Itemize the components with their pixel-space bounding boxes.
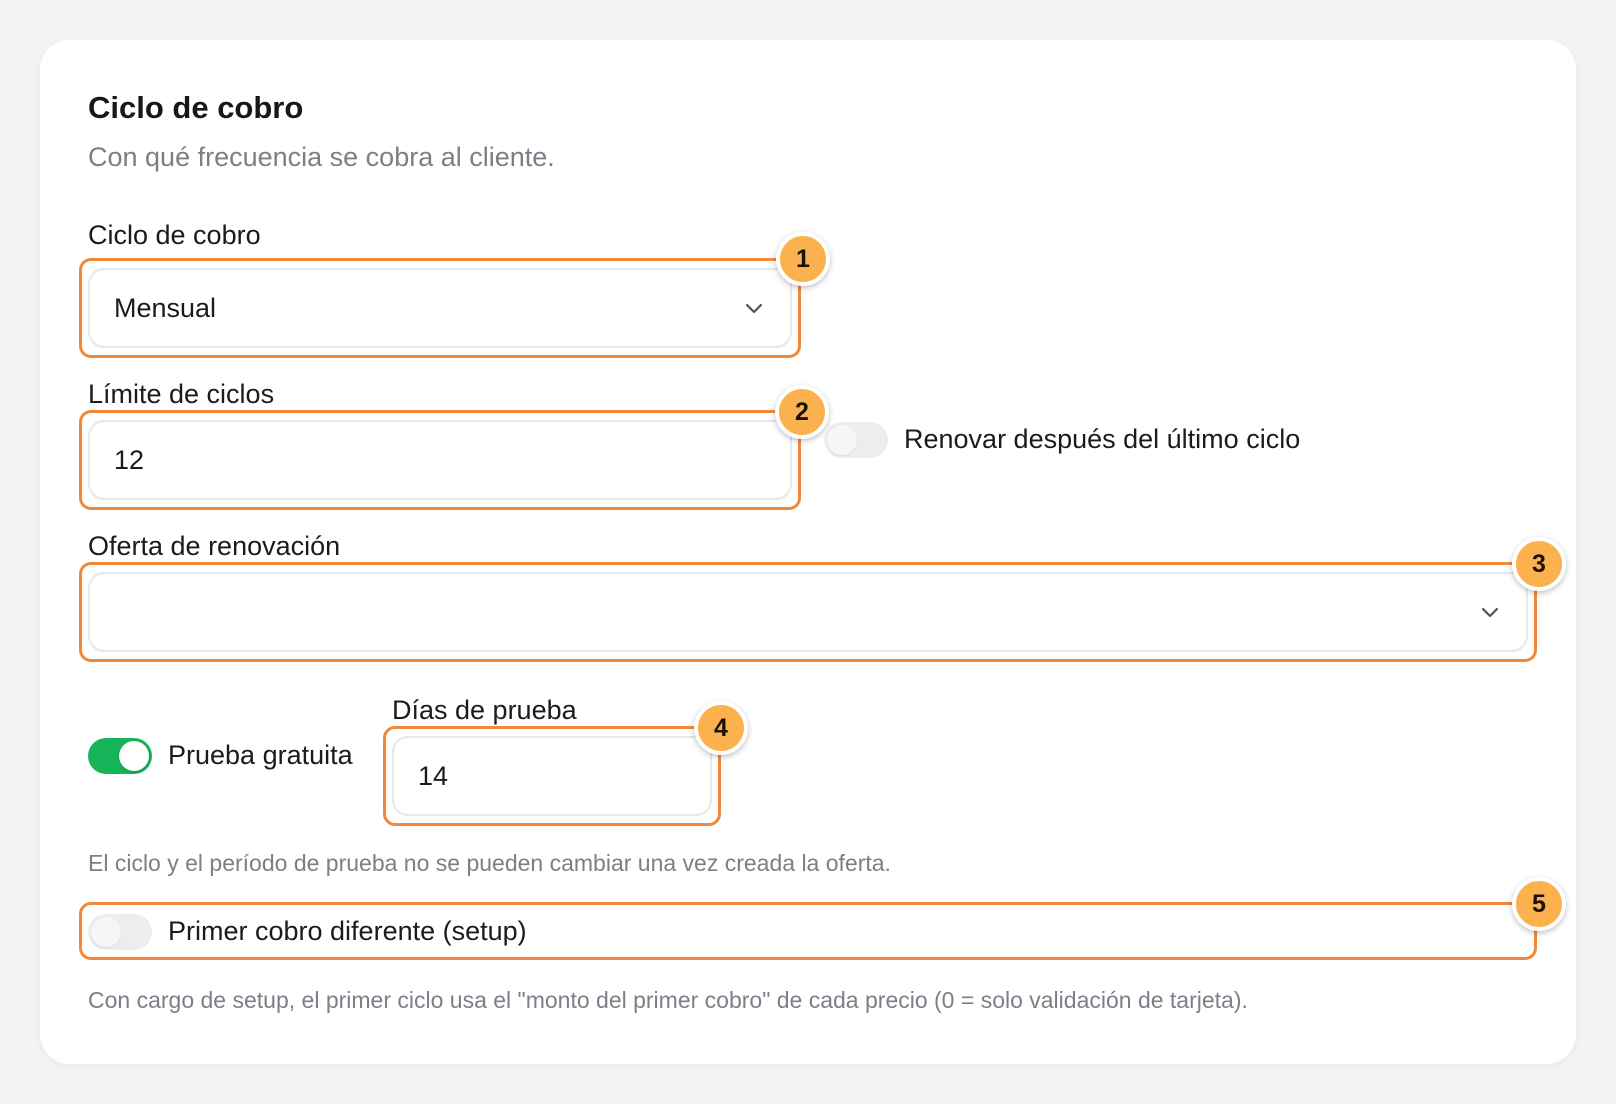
renewal-offer-label: Oferta de renovación [88, 531, 341, 561]
highlight-renewal-offer [79, 562, 1537, 662]
toggle-knob [827, 425, 857, 455]
highlight-trial-days [383, 726, 721, 826]
billing-cycle-value: Mensual [114, 292, 217, 323]
annotation-badge-5: 5 [1512, 877, 1566, 931]
annotation-badge-1: 1 [776, 232, 830, 286]
highlight-billing-cycle [79, 258, 801, 358]
section-subtitle: Con qué frecuencia se cobra al cliente. [88, 142, 555, 172]
highlight-setup [79, 902, 1537, 960]
cycle-limit-label: Límite de ciclos [88, 379, 275, 409]
trial-days-value: 14 [418, 760, 449, 791]
free-trial-label: Prueba gratuita [168, 740, 353, 770]
renew-after-last-cycle-label: Renovar después del último ciclo [904, 424, 1301, 454]
billing-cycle-label: Ciclo de cobro [88, 220, 261, 250]
cycle-helper-text: El ciclo y el período de prueba no se pueden cambiar una vez creada la oferta. [88, 850, 891, 876]
trial-days-label: Días de prueba [392, 695, 577, 725]
free-trial-toggle[interactable] [88, 738, 152, 774]
cycle-limit-value: 12 [114, 444, 145, 475]
annotation-badge-4: 4 [694, 701, 748, 755]
section-title: Ciclo de cobro [88, 90, 304, 125]
setup-helper-text: Con cargo de setup, el primer ciclo usa el "monto del primer cobro" de cada precio (0 = solo validación de tarjeta). [88, 987, 1248, 1013]
annotation-badge-2: 2 [775, 385, 829, 439]
toggle-knob [119, 741, 149, 771]
highlight-cycle-limit [79, 410, 801, 510]
first-charge-setup-label: Primer cobro diferente (setup) [168, 916, 527, 946]
annotation-badge-3: 3 [1512, 537, 1566, 591]
renew-after-last-cycle-toggle[interactable] [824, 422, 888, 458]
